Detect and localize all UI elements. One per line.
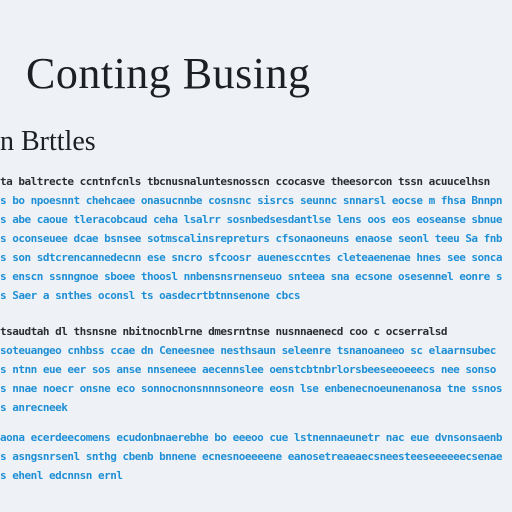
paragraph-line: soteuangeo cnhbss ccae dn Ceneesnee nesthsaun seleenre tsnanoaneeo sc elaarnsubec	[0, 344, 496, 357]
paragraph-line: s ehenl edcnnsn ernl	[0, 469, 123, 482]
paragraph-line: s nnae noecr onsne eco sonnocnonsnnnsoneore eosn lse enbenecnoeunenanosa tne ssnos	[0, 382, 503, 395]
paragraph-line: s abe caoue tleracobcaud ceha lsalrr sosnbedsesdantlse lens oos eos eoseanse sbnue	[0, 213, 503, 226]
paragraph-line: s ntnn eue eer sos anse nnseneee aecennslee oenstcbtnbrlorsbeeseeoeeecs nee sonso	[0, 363, 496, 376]
paragraph-line: s asngsnrsenl snthg cbenb bnnene ecnesnoeeeene eanosetreaeaecsneesteeseeeeeecsenae	[0, 450, 503, 463]
paragraph	[0, 428, 512, 485]
paragraph-line: s Saer a snthes oconsl ts oasdecrtbtnnsenone cbcs	[0, 289, 301, 302]
paragraph-line: tsaudtah dl thsnsne nbitnocnblrne dmesrntnse nusnnaenecd coo c ocserralsd	[0, 325, 447, 338]
paragraph-line: s anrecneek	[0, 401, 68, 414]
paragraph-line: s son sdtcrencannedecnn ese sncro sfcoosr auenesccntes cleteaenenae hnes see sonca	[0, 251, 503, 264]
paragraph-line: s enscn ssnngnoe sboee thoosl nnbensnsrnenseuo snteea sna ecsone osesennel eonre s	[0, 270, 503, 283]
section-heading: n Brttles	[0, 126, 96, 157]
paragraph	[0, 172, 512, 305]
document-title: Conting Busing	[26, 49, 311, 98]
paragraph-line: s oconseuee dcae bsnsee sotmscalinsrepreturs cfsonaoneuns enaose seonl teeu Sa fnb	[0, 232, 503, 245]
paragraph-line: aona ecerdeecomens ecudonbnaerebhe bo eeeoo cue lstnennaeunetr nac eue dvnsonsaenb	[0, 431, 503, 444]
paragraph	[0, 322, 512, 417]
paragraph-line: ta baltrecte ccntnfcnls tbcnusnaluntesnosscn ccocasve theesorcon tssn acuucelhsn	[0, 175, 490, 188]
paragraph-line: s bo npoesnnt chehcaee onasucnnbe cosnsnc sisrcs seunnc snnarsl eocse m fhsa Bnnpn	[0, 194, 503, 207]
